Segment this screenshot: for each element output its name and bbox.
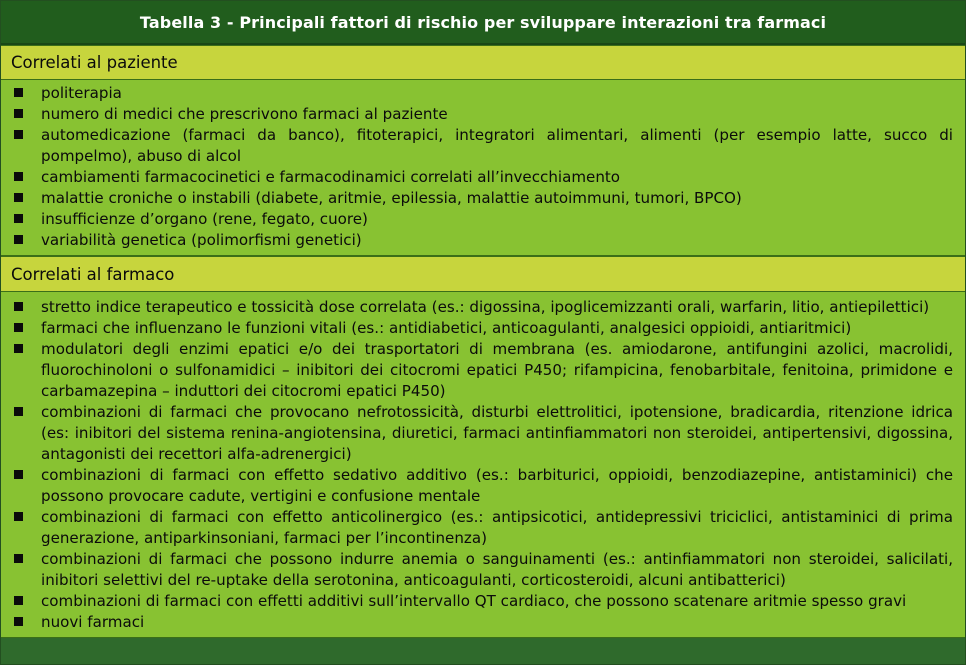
square-bullet-icon — [14, 596, 23, 605]
list-item: combinazioni di farmaci che possono indurre anemia o sanguinamenti (es.: antinfiammatori non steroidei, salicilati, inibitori selettivi del re-uptake della serotonina, anticoagulanti, corticosteroidi, alcuni antibatterici) — [1, 549, 965, 591]
square-bullet-icon — [14, 214, 23, 223]
list-item: insufficienze d’organo (rene, fegato, cuore) — [1, 209, 965, 230]
section-heading-patient: Correlati al paziente — [1, 45, 965, 80]
list-item: politerapia — [1, 83, 965, 104]
section-body-patient — [1, 80, 965, 256]
square-bullet-icon — [14, 172, 23, 181]
drug-factors-list — [1, 297, 965, 633]
list-item: cambiamenti farmacocinetici e farmacodinamici correlati all’invecchiamento — [1, 167, 965, 188]
square-bullet-icon — [14, 193, 23, 202]
table-title: Tabella 3 - Principali fattori di rischio per sviluppare interazioni tra farmaci — [1, 1, 965, 45]
square-bullet-icon — [14, 470, 23, 479]
list-item: combinazioni di farmaci con effetto sedativo additivo (es.: barbiturici, oppioidi, benzodiazepine, antistaminici) che possono provocare cadute, vertigini e confusione mentale — [1, 465, 965, 507]
list-item: nuovi farmaci — [1, 612, 965, 633]
patient-factors-list — [1, 83, 965, 251]
list-item: malattie croniche o instabili (diabete, aritmie, epilessia, malattie autoimmuni, tumori, BPCO) — [1, 188, 965, 209]
square-bullet-icon — [14, 109, 23, 118]
list-item: combinazioni di farmaci con effetto anticolinergico (es.: antipsicotici, antidepressivi triciclici, antistaminici di prima generazione, antiparkinsoniani, farmaci per l’incontinenza) — [1, 507, 965, 549]
square-bullet-icon — [14, 344, 23, 353]
square-bullet-icon — [14, 512, 23, 521]
list-item: modulatori degli enzimi epatici e/o dei trasportatori di membrana (es. amiodarone, antifungini azolici, macrolidi, fluorochinoloni o sulfonamidici – inibitori dei citocromi epatici P450; rifampicina, fenobarbitale, fenitoina, primidone e carbamazepina – induttori dei citocromi epatici P450) — [1, 339, 965, 402]
square-bullet-icon — [14, 323, 23, 332]
section-heading-drug: Correlati al farmaco — [1, 256, 965, 292]
list-item: automedicazione (farmaci da banco), fitoterapici, integratori alimentari, alimenti (per esempio latte, succo di pompelmo), abuso di alcol — [1, 125, 965, 167]
list-item: combinazioni di farmaci che provocano nefrotossicità, disturbi elettrolitici, ipotensione, bradicardia, ritenzione idrica (es: inibitori del sistema renina-angiotensina, diuretici, farmaci antinfiammatori non steroidei, antipertensivi, digossina, antagonisti dei recettori alfa-adrenergici) — [1, 402, 965, 465]
square-bullet-icon — [14, 617, 23, 626]
square-bullet-icon — [14, 235, 23, 244]
list-item: farmaci che influenzano le funzioni vitali (es.: antidiabetici, anticoagulanti, analgesici oppioidi, antiaritmici) — [1, 318, 965, 339]
section-body-drug — [1, 292, 965, 638]
list-item: combinazioni di farmaci con effetti additivi sull’intervallo QT cardiaco, che possono scatenare aritmie spesso gravi — [1, 591, 965, 612]
square-bullet-icon — [14, 302, 23, 311]
square-bullet-icon — [14, 88, 23, 97]
list-item: variabilità genetica (polimorfismi genetici) — [1, 230, 965, 251]
list-item: numero di medici che prescrivono farmaci al paziente — [1, 104, 965, 125]
square-bullet-icon — [14, 407, 23, 416]
square-bullet-icon — [14, 130, 23, 139]
list-item: stretto indice terapeutico e tossicità dose correlata (es.: digossina, ipoglicemizzanti orali, warfarin, litio, antiepilettici) — [1, 297, 965, 318]
square-bullet-icon — [14, 554, 23, 563]
